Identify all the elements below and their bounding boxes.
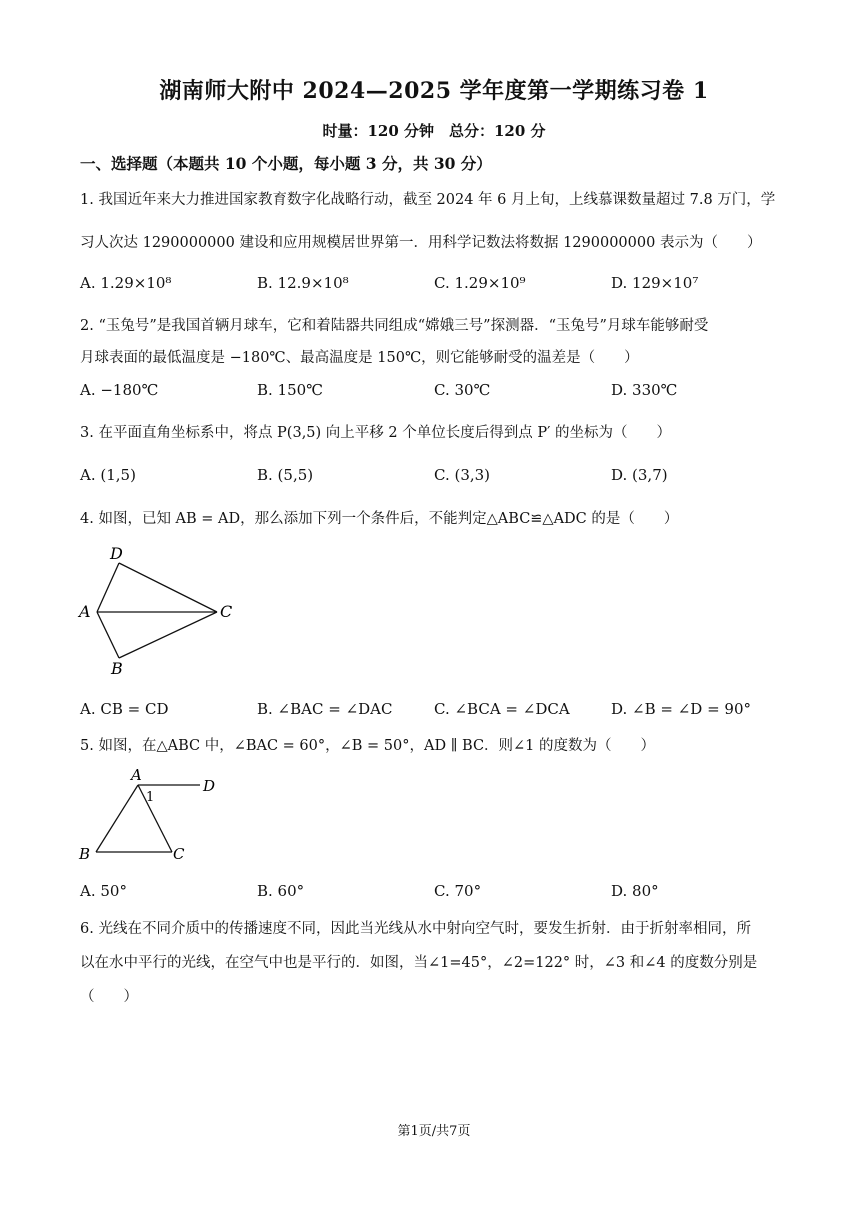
q2-text-line1: 2. “玉兔号”是我国首辆月球车，它和着陆器共同组成“嫦娥三号”探测器．“玉兔号”月球车能够耐受 [80, 318, 709, 334]
q1-text-line2: 习人次达 1290000000 建设和应用规模居世界第一．用科学记数法将数据 1290000000 表示为（ ） [80, 235, 762, 251]
page-title: 湖南师大附中 2024—2025 学年度第一学期练习卷 1 [159, 78, 709, 104]
segment-ab [96, 785, 138, 852]
q3-option-d: D. (3,7) [611, 466, 668, 484]
segment-ad [97, 563, 119, 612]
q4-option-a: A. CB = CD [80, 700, 169, 718]
q1-text-line1: 1. 我国近年来大力推进国家教育数字化战略行动，截至 2024 年 6 月上旬，上线慕课数量超过 7.8 万门，学 [80, 192, 776, 208]
point-label-b: B [111, 659, 123, 678]
q1-option-c: C. 1.29×10⁹ [434, 274, 526, 292]
q5-figure-triangle [74, 766, 234, 870]
segment-dc [119, 563, 217, 612]
point-label-a: A [131, 766, 142, 784]
q4-text: 4. 如图，已知 AB = AD，那么添加下列一个条件后，不能判定△ABC≌△ADC 的是（ ） [80, 511, 679, 527]
q1-option-a: A. 1.29×10⁸ [80, 274, 172, 292]
q6-text-line2: 以在水中平行的光线，在空气中也是平行的．如图，当∠1=45°，∠2=122° 时，∠3 和∠4 的度数分别是 [80, 955, 758, 971]
q3-option-c: C. (3,3) [434, 466, 491, 484]
q3-option-a: A. (1,5) [80, 466, 136, 484]
q6-text-line3: （ ） [80, 989, 138, 1005]
angle-label-1: 1 [146, 790, 155, 805]
q2-option-a: A. −180℃ [80, 381, 159, 399]
q4-option-c: C. ∠BCA = ∠DCA [434, 700, 570, 718]
q1-option-b: B. 12.9×10⁸ [257, 274, 349, 292]
segment-ab [97, 612, 119, 658]
q2-option-b: B. 150℃ [257, 381, 323, 399]
exam-info: 时量：120 分钟 总分：120 分 [322, 122, 546, 140]
q5-option-a: A. 50° [80, 882, 127, 900]
point-label-c: C [173, 845, 185, 863]
q2-text-line2: 月球表面的最低温度是 −180℃、最高温度是 150℃，则它能够耐受的温差是（ ） [80, 350, 639, 366]
q4-figure-kite [74, 540, 244, 680]
q2-option-c: C. 30℃ [434, 381, 491, 399]
q3-option-b: B. (5,5) [257, 466, 314, 484]
q2-option-d: D. 330℃ [611, 381, 678, 399]
point-label-b: B [79, 845, 91, 863]
segment-bc [119, 612, 217, 658]
q5-option-c: C. 70° [434, 882, 482, 900]
q6-text-line1: 6. 光线在不同介质中的传播速度不同，因此当光线从水中射向空气时，要发生折射．由于折射率相同，所 [80, 921, 751, 937]
point-label-d: D [110, 544, 123, 563]
q4-option-d: D. ∠B = ∠D = 90° [611, 700, 752, 718]
q4-option-b: B. ∠BAC = ∠DAC [257, 700, 393, 718]
point-label-d: D [203, 777, 216, 795]
q5-text: 5. 如图，在△ABC 中，∠BAC = 60°，∠B = 50°，AD ∥ BC．则∠1 的度数为（ ） [80, 738, 656, 754]
point-label-a: A [79, 602, 91, 621]
segment-ac [138, 785, 172, 852]
q3-text: 3. 在平面直角坐标系中，将点 P(3,5) 向上平移 2 个单位长度后得到点 P′ 的坐标为（ ） [80, 425, 671, 441]
page-footer: 第1页/共7页 [397, 1124, 471, 1139]
q5-option-d: D. 80° [611, 882, 659, 900]
section-heading: 一、选择题（本题共 10 个小题，每小题 3 分，共 30 分） [80, 154, 492, 173]
q1-option-d: D. 129×10⁷ [611, 274, 699, 292]
q5-option-b: B. 60° [257, 882, 305, 900]
point-label-c: C [220, 602, 233, 621]
